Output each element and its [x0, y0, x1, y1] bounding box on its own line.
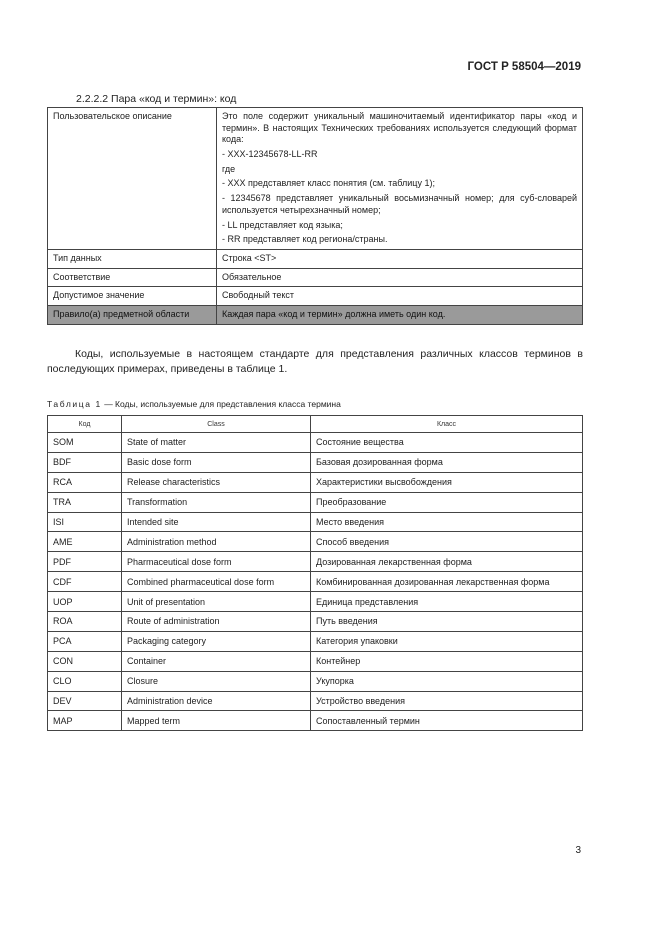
bullet-item: - LL представляет код языка;: [222, 219, 343, 230]
class-en-cell: Administration device: [122, 691, 311, 711]
class-ru-cell: Единица представления: [311, 592, 583, 612]
row-value: Свободный текст: [217, 287, 583, 306]
header-code: Код: [48, 416, 122, 433]
description-text: Это поле содержит уникальный машиночитаемый идентификатор пары «код и термин». В настоящих Технических требованиях используется следующий формат кода:: [222, 111, 577, 145]
class-ru-cell: Состояние вещества: [311, 433, 583, 453]
bullet-item: - XXX представляет класс понятия (см. таблицу 1);: [222, 178, 435, 189]
table-row: [48, 472, 583, 492]
table-row: [48, 651, 583, 671]
row-value: Строка <ST>: [217, 249, 583, 268]
class-en-cell: Intended site: [122, 512, 311, 532]
class-ru-cell: Контейнер: [311, 651, 583, 671]
row-value: Обязательное: [217, 268, 583, 287]
class-ru-cell: Способ введения: [311, 532, 583, 552]
code-cell: ROA: [48, 612, 122, 632]
table-row: [48, 612, 583, 632]
code-cell: UOP: [48, 592, 122, 612]
code-cell: CLO: [48, 671, 122, 691]
table-row: [48, 452, 583, 472]
class-en-cell: Packaging category: [122, 631, 311, 651]
code-cell: RCA: [48, 472, 122, 492]
class-en-cell: Administration method: [122, 532, 311, 552]
description-cell: [217, 108, 583, 250]
code-cell: BDF: [48, 452, 122, 472]
code-cell: CON: [48, 651, 122, 671]
body-paragraph: Коды, используемые в настоящем стандарте для представления различных классов терминов в последующих примерах, приведены в таблице 1.: [47, 348, 583, 376]
code-cell: PDF: [48, 552, 122, 572]
class-en-cell: Transformation: [122, 492, 311, 512]
code-cell: MAP: [48, 711, 122, 731]
class-ru-cell: Устройство введения: [311, 691, 583, 711]
code-cell: SOM: [48, 433, 122, 453]
class-en-cell: Container: [122, 651, 311, 671]
row-value: Каждая пара «код и термин» должна иметь один код.: [217, 305, 583, 324]
code-cell: CDF: [48, 572, 122, 592]
row-label: Тип данных: [48, 249, 217, 268]
class-ru-cell: Укупорка: [311, 671, 583, 691]
class-en-cell: Route of administration: [122, 612, 311, 632]
class-en-cell: Unit of presentation: [122, 592, 311, 612]
class-en-cell: State of matter: [122, 433, 311, 453]
table-caption-label: Таблица 1: [47, 399, 102, 409]
bullet-item: - RR представляет код региона/страны.: [222, 234, 388, 245]
header-class-en: Class: [122, 416, 311, 433]
class-ru-cell: Дозированная лекарственная форма: [311, 552, 583, 572]
class-en-cell: Combined pharmaceutical dose form: [122, 572, 311, 592]
class-en-cell: Release characteristics: [122, 472, 311, 492]
table-row: [48, 552, 583, 572]
code-cell: PCA: [48, 631, 122, 651]
row-label: Правило(а) предметной области: [48, 305, 217, 324]
class-en-cell: Closure: [122, 671, 311, 691]
row-label: Соответствие: [48, 268, 217, 287]
class-ru-cell: Преобразование: [311, 492, 583, 512]
where-word: где: [222, 163, 236, 174]
codes-table-header: [48, 416, 583, 433]
code-cell: ISI: [48, 512, 122, 532]
table-row: [48, 631, 583, 651]
document-header: ГОСТ Р 58504—2019: [467, 61, 581, 73]
class-ru-cell: Место введения: [311, 512, 583, 532]
table-row: [48, 492, 583, 512]
table-row: [48, 532, 583, 552]
table-row: [48, 592, 583, 612]
table-caption: [47, 399, 341, 409]
table-row: [48, 691, 583, 711]
class-en-cell: Pharmaceutical dose form: [122, 552, 311, 572]
class-ru-cell: Базовая дозированная форма: [311, 452, 583, 472]
header-class-ru: Класс: [311, 416, 583, 433]
table-caption-text: — Коды, используемые для представления класса термина: [101, 399, 341, 409]
class-ru-cell: Категория упаковки: [311, 631, 583, 651]
class-ru-cell: Путь введения: [311, 612, 583, 632]
codes-table: [47, 415, 583, 731]
format-line: - XXX-12345678-LL-RR: [222, 149, 318, 160]
class-ru-cell: Сопоставленный термин: [311, 711, 583, 731]
class-ru-cell: Характеристики высвобождения: [311, 472, 583, 492]
table-row: [48, 711, 583, 731]
code-cell: AME: [48, 532, 122, 552]
codes-table-body: [48, 433, 583, 731]
table-row: [48, 572, 583, 592]
table-row: [48, 433, 583, 453]
code-cell: TRA: [48, 492, 122, 512]
description-row: [48, 108, 583, 250]
datatype-row: [48, 249, 583, 268]
section-title: 2.2.2.2 Пара «код и термин»: код: [76, 93, 237, 105]
class-en-cell: Mapped term: [122, 711, 311, 731]
bullet-item: - 12345678 представляет уникальный восьмизначный номер; для суб-словарей используется четырехзначный номер;: [222, 193, 577, 215]
code-cell: DEV: [48, 691, 122, 711]
description-label: Пользовательское описание: [48, 108, 217, 250]
allowed-value-row: [48, 287, 583, 306]
table-row: [48, 512, 583, 532]
domain-rule-row: [48, 305, 583, 324]
conformance-row: [48, 268, 583, 287]
class-en-cell: Basic dose form: [122, 452, 311, 472]
table-row: [48, 671, 583, 691]
page-number: 3: [575, 845, 581, 856]
field-spec-table: [47, 107, 583, 325]
class-ru-cell: Комбинированная дозированная лекарственная форма: [311, 572, 583, 592]
row-label: Допустимое значение: [48, 287, 217, 306]
